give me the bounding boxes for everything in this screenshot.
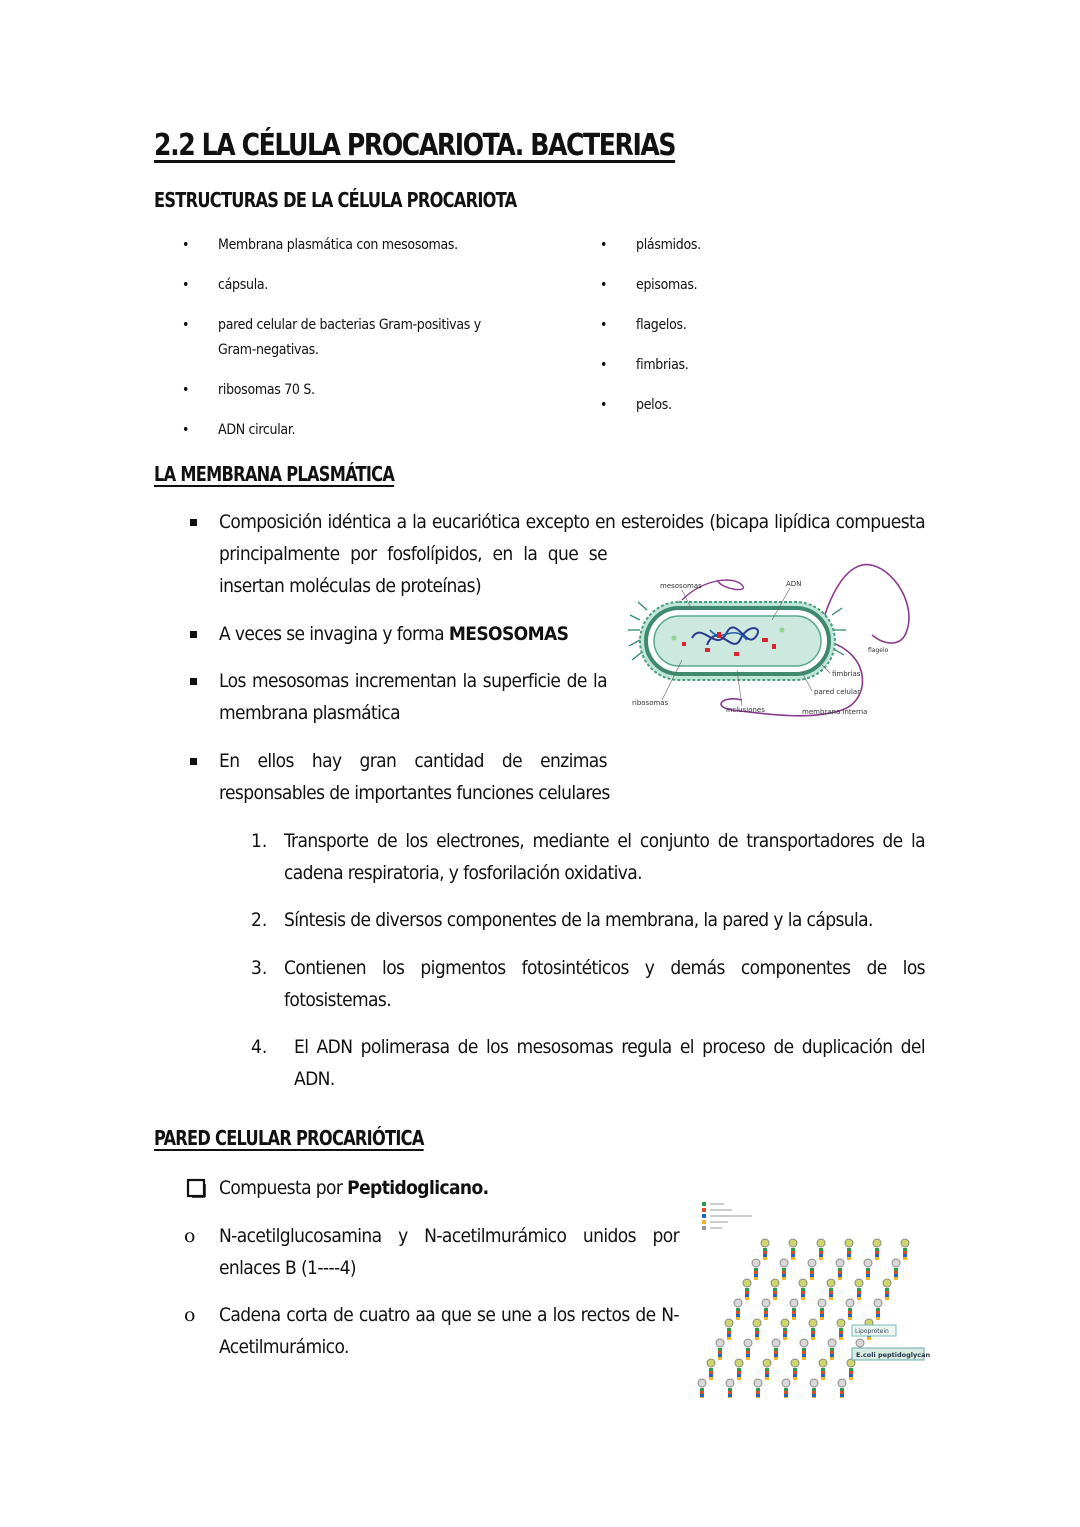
sugar-unit-icon [752, 1259, 760, 1267]
peptide-unit-icon [812, 1394, 816, 1397]
function-number: 3. [251, 957, 268, 979]
function-item-2: Síntesis de diversos componentes de la membrana, la pared y la cápsula. [284, 909, 873, 931]
function-number: 4. [251, 1036, 268, 1058]
peptide-unit-icon [903, 1257, 907, 1260]
peptide-unit-icon [885, 1291, 889, 1294]
peptide-unit-icon [840, 1388, 844, 1391]
sugar-unit-icon [901, 1239, 909, 1247]
sugar-unit-icon [782, 1379, 790, 1387]
peptide-unit-icon [821, 1374, 825, 1377]
peptide-unit-icon [782, 1274, 786, 1277]
function-item-4: El ADN polimerasa de los mesosomas regula el proceso de duplicación del ADN. [294, 1036, 925, 1090]
label-ribosomas: ribosomas [632, 699, 669, 707]
sugar-unit-icon [698, 1379, 706, 1387]
peptide-unit-icon [783, 1337, 787, 1340]
function-item-1: Transporte de los electrones, mediante el conjunto de transportadores de la cadena respiratoria, y fosforilación oxidativa. [284, 830, 925, 884]
peptide-unit-icon [745, 1294, 749, 1297]
peptide-unit-icon [848, 1314, 852, 1317]
peptide-unit-icon [765, 1374, 769, 1377]
peptide-unit-icon [866, 1268, 870, 1271]
peptide-unit-icon [821, 1377, 825, 1380]
peptide-unit-icon [737, 1371, 741, 1374]
peptide-unit-icon [848, 1317, 852, 1320]
peptide-unit-icon [736, 1311, 740, 1314]
peptidoglycan-diagram [692, 1198, 932, 1398]
peptide-unit-icon [774, 1357, 778, 1360]
square-bullet-icon [190, 631, 197, 638]
peptide-unit-icon [728, 1391, 732, 1394]
peptide-unit-icon [903, 1251, 907, 1254]
label-membrana-interna: membrana interna [802, 708, 868, 716]
peptide-unit-icon [812, 1388, 816, 1391]
peptide-unit-icon [810, 1277, 814, 1280]
peptide-unit-icon [700, 1394, 704, 1397]
list-item: • episomas. [600, 277, 698, 293]
peptide-unit-icon [840, 1394, 844, 1397]
section-heading-estructuras: ESTRUCTURAS DE LA CÉLULA PROCARIOTA [154, 188, 517, 212]
sugar-unit-icon [790, 1299, 798, 1307]
peptide-unit-icon [773, 1297, 777, 1300]
peptide-unit-icon [801, 1294, 805, 1297]
sugar-unit-icon [883, 1279, 891, 1287]
sugar-unit-icon [873, 1239, 881, 1247]
peptide-unit-icon [801, 1291, 805, 1294]
peptide-unit-icon [746, 1354, 750, 1357]
peptide-unit-icon [830, 1351, 834, 1354]
peptide-unit-icon [782, 1268, 786, 1271]
peptide-unit-icon [819, 1248, 823, 1251]
peptide-unit-icon [847, 1251, 851, 1254]
peptide-unit-icon [764, 1314, 768, 1317]
peptide-unit-icon [866, 1274, 870, 1277]
peptide-unit-icon [847, 1257, 851, 1260]
membrane-paragraph-1: Composición idéntica a la eucariótica excepto en esteroides (bicapa lipídica compuesta principalmente por fosfolípidos, en la que se insertan moléculas de proteínas) [219, 511, 925, 597]
peptide-unit-icon [783, 1334, 787, 1337]
circle-bullet: o [184, 1304, 196, 1326]
peptide-unit-icon [849, 1371, 853, 1374]
membrane-paragraph-4: En ellos hay gran cantidad de enzimas responsables de importantes funciones celulares [219, 750, 610, 804]
peptide-unit-icon [727, 1337, 731, 1340]
peptide-unit-icon [718, 1348, 722, 1351]
peptide-unit-icon [792, 1317, 796, 1320]
peptide-unit-icon [857, 1294, 861, 1297]
sugar-unit-icon [725, 1319, 733, 1327]
peptide-unit-icon [709, 1374, 713, 1377]
circle-bullet: o [184, 1225, 196, 1247]
peptide-unit-icon [875, 1257, 879, 1260]
peptide-unit-icon [857, 1291, 861, 1294]
peptide-unit-icon [755, 1331, 759, 1334]
peptide-unit-icon [728, 1388, 732, 1391]
sugar-unit-icon [827, 1279, 835, 1287]
peptide-unit-icon [810, 1274, 814, 1277]
function-number: 1. [251, 830, 268, 852]
peptide-unit-icon [709, 1368, 713, 1371]
peptide-unit-icon [763, 1248, 767, 1251]
peptide-unit-icon [885, 1297, 889, 1300]
peptide-unit-icon [830, 1348, 834, 1351]
list-item: • ADN circular. [182, 422, 296, 438]
peptide-unit-icon [774, 1348, 778, 1351]
sugar-unit-icon [846, 1299, 854, 1307]
peptide-unit-icon [727, 1328, 731, 1331]
peptide-unit-icon [700, 1388, 704, 1391]
peptide-unit-icon [746, 1351, 750, 1354]
peptide-unit-icon [773, 1288, 777, 1291]
sugar-unit-icon [808, 1259, 816, 1267]
sugar-unit-icon [707, 1359, 715, 1367]
peptide-unit-icon [819, 1251, 823, 1254]
peptide-unit-icon [736, 1308, 740, 1311]
peptide-unit-icon [839, 1337, 843, 1340]
peptide-unit-icon [838, 1271, 842, 1274]
peptide-unit-icon [782, 1271, 786, 1274]
peptide-unit-icon [829, 1294, 833, 1297]
peptide-unit-icon [782, 1277, 786, 1280]
sugar-unit-icon [817, 1239, 825, 1247]
peptide-unit-icon [839, 1334, 843, 1337]
peptide-unit-icon [783, 1331, 787, 1334]
peptide-unit-icon [764, 1317, 768, 1320]
peptide-unit-icon [811, 1331, 815, 1334]
sugar-unit-icon [819, 1359, 827, 1367]
peptide-unit-icon [876, 1314, 880, 1317]
peptide-unit-icon [791, 1257, 795, 1260]
list-item: • pared celular de bacterias Gram-positivas y Gram-negativas. [182, 317, 481, 358]
peptide-unit-icon [736, 1317, 740, 1320]
peptide-unit-icon [755, 1334, 759, 1337]
peptide-unit-icon [783, 1328, 787, 1331]
peptide-unit-icon [791, 1248, 795, 1251]
peptide-unit-icon [801, 1288, 805, 1291]
sugar-unit-icon [761, 1239, 769, 1247]
sugar-unit-icon [791, 1359, 799, 1367]
peptide-unit-icon [820, 1311, 824, 1314]
peptide-unit-icon [754, 1271, 758, 1274]
peptide-unit-icon [802, 1351, 806, 1354]
structures-list-right [600, 233, 800, 418]
wall-paragraph-1: Compuesta por Peptidoglicano. [219, 1177, 489, 1199]
peptide-unit-icon [839, 1328, 843, 1331]
sugar-unit-icon [744, 1339, 752, 1347]
peptide-unit-icon [727, 1334, 731, 1337]
peptide-unit-icon [811, 1334, 815, 1337]
peptide-unit-icon [763, 1254, 767, 1257]
peptide-unit-icon [830, 1354, 834, 1357]
label-lipoprotein: Lipoprotein [855, 1328, 889, 1335]
sugar-unit-icon [763, 1359, 771, 1367]
peptide-unit-icon [810, 1268, 814, 1271]
peptide-unit-icon [812, 1391, 816, 1394]
peptide-unit-icon [847, 1248, 851, 1251]
wall-paragraph-2: N-acetilglucosamina y N-acetilmurámico unidos por enlaces B (1----4) [219, 1225, 679, 1279]
sugar-unit-icon [743, 1279, 751, 1287]
peptide-unit-icon [754, 1274, 758, 1277]
label-ecoli-peptidoglycan: E.coli peptidoglycan [856, 1351, 931, 1359]
peptide-unit-icon [820, 1317, 824, 1320]
peptide-unit-icon [793, 1374, 797, 1377]
label-pared: pared celular [814, 688, 861, 696]
peptide-unit-icon [903, 1248, 907, 1251]
peptide-unit-icon [894, 1277, 898, 1280]
peptide-unit-icon [700, 1397, 704, 1398]
square-bullet-icon [190, 758, 197, 765]
peptide-unit-icon [784, 1394, 788, 1397]
sugar-unit-icon [780, 1259, 788, 1267]
peptide-unit-icon [765, 1377, 769, 1380]
sugar-unit-icon [716, 1339, 724, 1347]
wall-paragraph-3: Cadena corta de cuatro aa que se une a los rectos de N- Acetilmurámico. [219, 1304, 679, 1358]
peptide-unit-icon [848, 1308, 852, 1311]
sugar-unit-icon [855, 1279, 863, 1287]
peptide-unit-icon [793, 1371, 797, 1374]
peptide-unit-icon [810, 1271, 814, 1274]
peptide-unit-icon [792, 1314, 796, 1317]
peptide-unit-icon [840, 1397, 844, 1398]
peptide-unit-icon [802, 1348, 806, 1351]
peptide-unit-icon [802, 1357, 806, 1360]
peptide-unit-icon [811, 1328, 815, 1331]
sugar-unit-icon [828, 1339, 836, 1347]
list-item: • fimbrias. [600, 357, 689, 373]
section-heading-pared: PARED CELULAR PROCARIÓTICA [154, 1126, 424, 1150]
function-number: 2. [251, 909, 268, 931]
peptide-unit-icon [866, 1271, 870, 1274]
peptide-unit-icon [755, 1328, 759, 1331]
peptide-unit-icon [773, 1294, 777, 1297]
peptide-unit-icon [849, 1368, 853, 1371]
peptide-unit-icon [791, 1251, 795, 1254]
peptide-unit-icon [784, 1388, 788, 1391]
peptide-unit-icon [821, 1371, 825, 1374]
peptide-unit-icon [839, 1331, 843, 1334]
label-adn: ADN [786, 580, 802, 588]
peptide-unit-icon [819, 1254, 823, 1257]
peptide-unit-icon [756, 1388, 760, 1391]
peptide-unit-icon [765, 1371, 769, 1374]
membrane-paragraph-2: A veces se invagina y forma MESOSOMAS [219, 623, 569, 645]
sugar-unit-icon [800, 1339, 808, 1347]
peptide-unit-icon [894, 1271, 898, 1274]
label-flagelo: flagelo [868, 647, 889, 654]
sugar-unit-icon [771, 1279, 779, 1287]
peptide-unit-icon [875, 1248, 879, 1251]
peptide-unit-icon [894, 1268, 898, 1271]
peptide-unit-icon [745, 1288, 749, 1291]
sugar-unit-icon [799, 1279, 807, 1287]
list-item: • plásmidos. [600, 237, 701, 253]
peptide-unit-icon [903, 1254, 907, 1257]
peptide-unit-icon [737, 1377, 741, 1380]
list-item: • cápsula. [182, 277, 269, 293]
peptide-unit-icon [718, 1357, 722, 1360]
sugar-unit-icon [837, 1319, 845, 1327]
peptide-unit-icon [838, 1277, 842, 1280]
peptide-unit-icon [728, 1394, 732, 1397]
sugar-unit-icon [818, 1299, 826, 1307]
peptide-unit-icon [838, 1274, 842, 1277]
peptide-unit-icon [736, 1314, 740, 1317]
peptide-unit-icon [727, 1331, 731, 1334]
list-item: • ribosomas 70 S. [182, 382, 315, 398]
peptide-unit-icon [830, 1357, 834, 1360]
peptide-unit-icon [700, 1391, 704, 1394]
peptide-unit-icon [764, 1308, 768, 1311]
peptide-unit-icon [821, 1368, 825, 1371]
peptide-unit-icon [756, 1391, 760, 1394]
sugar-unit-icon [838, 1379, 846, 1387]
peptide-unit-icon [875, 1251, 879, 1254]
peptide-unit-icon [829, 1297, 833, 1300]
sugar-unit-icon [809, 1319, 817, 1327]
peptide-unit-icon [784, 1397, 788, 1398]
page-title: 2.2 LA CÉLULA PROCARIOTA. BACTERIAS [154, 128, 676, 163]
peptide-unit-icon [848, 1311, 852, 1314]
sugar-unit-icon [753, 1319, 761, 1327]
peptide-unit-icon [792, 1308, 796, 1311]
peptide-unit-icon [819, 1257, 823, 1260]
peptide-unit-icon [791, 1254, 795, 1257]
peptide-unit-icon [754, 1268, 758, 1271]
peptide-unit-icon [876, 1317, 880, 1320]
sugar-unit-icon [772, 1339, 780, 1347]
checkbox-icon [186, 1178, 206, 1198]
peptide-unit-icon [765, 1368, 769, 1371]
square-bullet-icon [190, 678, 197, 685]
sugar-unit-icon [856, 1339, 864, 1347]
peptide-unit-icon [811, 1337, 815, 1340]
peptide-unit-icon [812, 1397, 816, 1398]
peptide-unit-icon [838, 1268, 842, 1271]
peptide-unit-icon [763, 1257, 767, 1260]
label-fimbrias: fimbrias [832, 670, 861, 678]
peptide-unit-icon [774, 1354, 778, 1357]
peptide-unit-icon [840, 1391, 844, 1394]
structures-list-left [182, 233, 542, 443]
sugar-unit-icon [892, 1259, 900, 1267]
list-item: • Membrana plasmática con mesosomas. [182, 237, 458, 253]
peptide-unit-icon [763, 1251, 767, 1254]
peptide-unit-icon [857, 1297, 861, 1300]
sugar-unit-icon [810, 1379, 818, 1387]
list-item: • flagelos. [600, 317, 687, 333]
peptide-unit-icon [876, 1308, 880, 1311]
peptide-unit-icon [793, 1377, 797, 1380]
peptide-unit-icon [784, 1391, 788, 1394]
peptide-unit-icon [709, 1377, 713, 1380]
sugar-unit-icon [836, 1259, 844, 1267]
peptide-unit-icon [764, 1311, 768, 1314]
peptide-unit-icon [718, 1351, 722, 1354]
sugar-unit-icon [874, 1299, 882, 1307]
peptide-unit-icon [801, 1297, 805, 1300]
peptide-unit-icon [849, 1377, 853, 1380]
peptide-unit-icon [745, 1297, 749, 1300]
sugar-unit-icon [789, 1239, 797, 1247]
peptide-unit-icon [829, 1288, 833, 1291]
peptide-unit-icon [802, 1354, 806, 1357]
peptide-unit-icon [875, 1254, 879, 1257]
peptide-unit-icon [867, 1337, 871, 1340]
peptide-unit-icon [755, 1337, 759, 1340]
peptide-unit-icon [746, 1348, 750, 1351]
list-item: • pelos. [600, 397, 672, 413]
peptide-unit-icon [866, 1277, 870, 1280]
peptide-unit-icon [709, 1371, 713, 1374]
peptide-unit-icon [746, 1357, 750, 1360]
peptide-unit-icon [849, 1374, 853, 1377]
peptide-unit-icon [820, 1308, 824, 1311]
sugar-unit-icon [734, 1299, 742, 1307]
sugar-unit-icon [735, 1359, 743, 1367]
peptide-unit-icon [857, 1288, 861, 1291]
sugar-unit-icon [762, 1299, 770, 1307]
peptide-unit-icon [773, 1291, 777, 1294]
sugar-unit-icon [754, 1379, 762, 1387]
peptide-unit-icon [829, 1291, 833, 1294]
peptide-unit-icon [847, 1254, 851, 1257]
peptide-unit-icon [737, 1368, 741, 1371]
peptide-unit-icon [756, 1394, 760, 1397]
sugar-unit-icon [845, 1239, 853, 1247]
membrane-paragraph-3: Los mesosomas incrementan la superficie de la membrana plasmática [219, 670, 607, 724]
peptide-unit-icon [876, 1311, 880, 1314]
peptide-unit-icon [792, 1311, 796, 1314]
square-bullet-icon [190, 519, 197, 526]
label-inclusiones: inclusiones [726, 706, 765, 714]
sugar-unit-icon [726, 1379, 734, 1387]
peptide-unit-icon [885, 1294, 889, 1297]
peptide-unit-icon [894, 1274, 898, 1277]
peptide-unit-icon [718, 1354, 722, 1357]
peptide-unit-icon [756, 1397, 760, 1398]
sugar-unit-icon [864, 1259, 872, 1267]
peptide-unit-icon [745, 1291, 749, 1294]
function-item-3: Contienen los pigmentos fotosintéticos y demás componentes de los fotosistemas. [284, 957, 925, 1011]
peptide-unit-icon [754, 1277, 758, 1280]
peptide-unit-icon [728, 1397, 732, 1398]
label-mesosomas: mesosomas [660, 582, 702, 590]
bacterium-diagram [622, 560, 922, 730]
section-heading-membrana: LA MEMBRANA PLASMÁTICA [154, 462, 395, 486]
peptide-unit-icon [737, 1374, 741, 1377]
sugar-unit-icon [781, 1319, 789, 1327]
peptide-unit-icon [820, 1314, 824, 1317]
peptide-unit-icon [774, 1351, 778, 1354]
peptide-unit-icon [793, 1368, 797, 1371]
peptide-unit-icon [885, 1288, 889, 1291]
